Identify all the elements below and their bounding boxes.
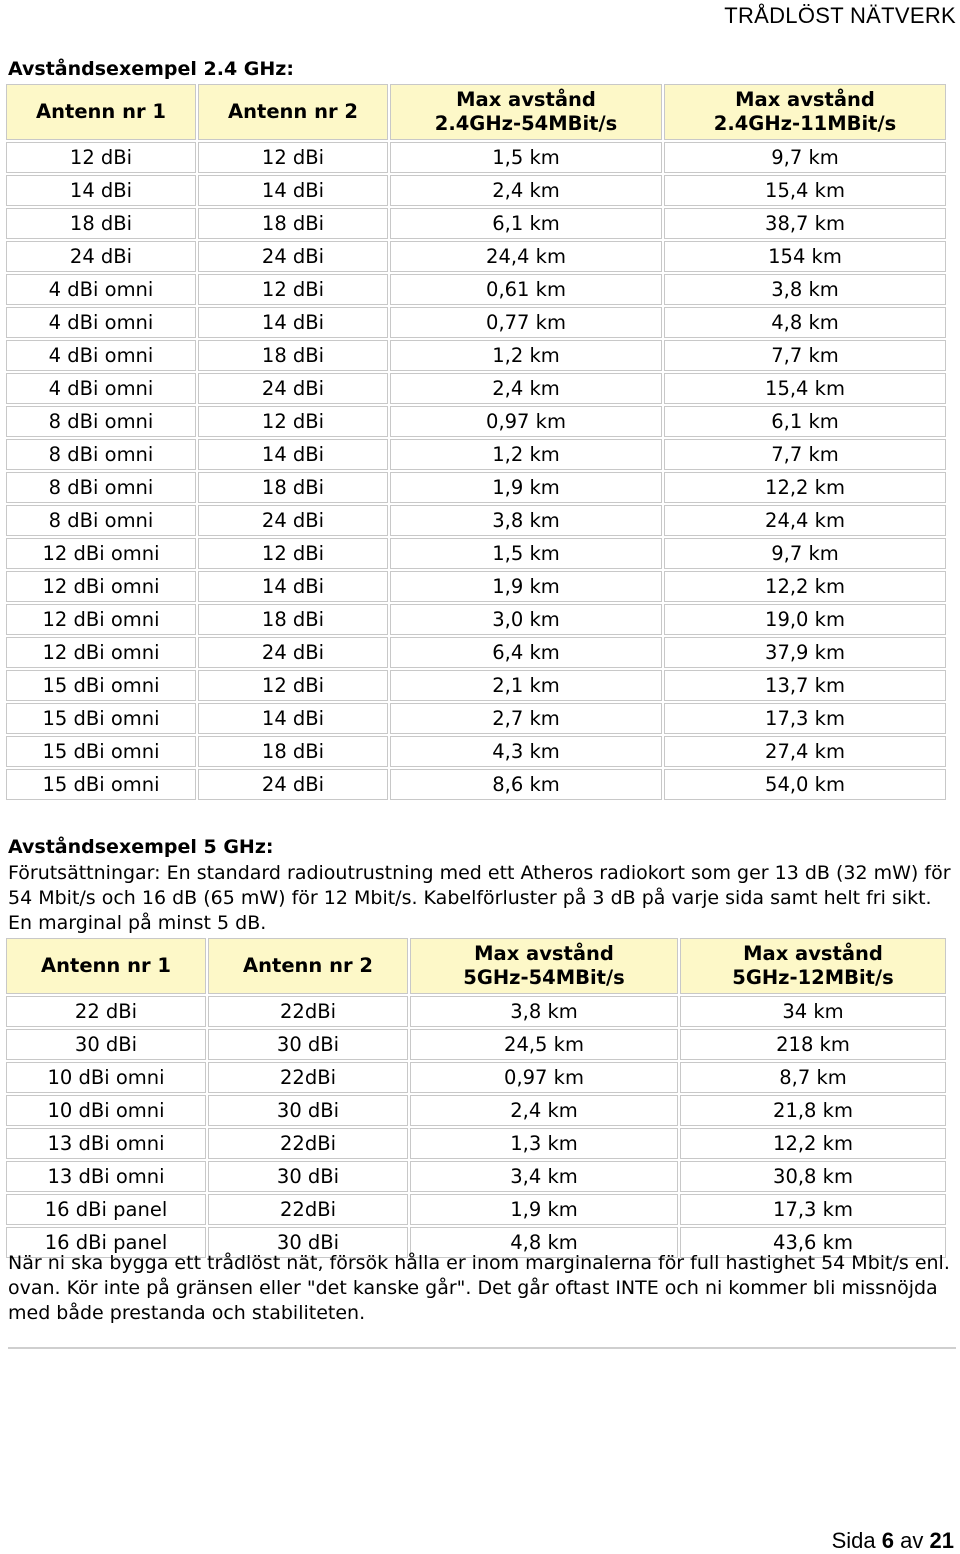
table-cell: 12 dBi [198, 670, 388, 701]
table-row [6, 439, 946, 470]
table-cell: 2,1 km [390, 670, 662, 701]
table-cell: 30,8 km [680, 1161, 946, 1192]
column-header-label: Antenn nr 1 [41, 954, 171, 977]
table-row [6, 175, 946, 206]
table-cell: 22 dBi [6, 996, 206, 1027]
table-cell: 12 dBi omni [6, 538, 196, 569]
table-cell: 4,3 km [390, 736, 662, 767]
table-cell: 18 dBi [6, 208, 196, 239]
table-row [6, 1128, 946, 1159]
table-row [6, 1194, 946, 1225]
table-cell: 22dBi [208, 1194, 408, 1225]
table-cell: 12 dBi omni [6, 571, 196, 602]
table-row [6, 406, 946, 437]
table-cell: 12,2 km [680, 1128, 946, 1159]
table-cell: 15,4 km [664, 373, 946, 404]
table-cell: 16 dBi panel [6, 1194, 206, 1225]
column-header-sublabel: 2.4GHz-54MBit/s [434, 112, 618, 135]
running-header: TRÅDLÖST NÄTVERK [724, 3, 956, 28]
table-row [6, 736, 946, 767]
table-cell: 19,0 km [664, 604, 946, 635]
table-row [6, 1095, 946, 1126]
table-cell: 18 dBi [198, 736, 388, 767]
column-header-label: Max avstånd [743, 942, 883, 965]
column-header-label: Antenn nr 2 [243, 954, 373, 977]
table-cell: 2,4 km [410, 1095, 678, 1126]
column-header-label: Max avstånd [735, 88, 875, 111]
table-row [6, 208, 946, 239]
table-row [6, 1161, 946, 1192]
table-cell: 1,2 km [390, 340, 662, 371]
table-cell: 12 dBi [198, 142, 388, 173]
table-row [6, 1062, 946, 1093]
page-number: 6 [881, 1528, 895, 1553]
table-cell: 22dBi [208, 1062, 408, 1093]
table-cell: 14 dBi [198, 439, 388, 470]
page-label: Sida [831, 1528, 876, 1553]
table-cell: 24,5 km [410, 1029, 678, 1060]
table-row [6, 472, 946, 503]
table-cell: 218 km [680, 1029, 946, 1060]
table-row [6, 373, 946, 404]
table-cell: 10 dBi omni [6, 1062, 206, 1093]
table-row [6, 670, 946, 701]
table-cell: 21,8 km [680, 1095, 946, 1126]
table-cell: 17,3 km [664, 703, 946, 734]
table-row [6, 637, 946, 668]
closing-paragraph: När ni ska bygga ett trådlöst nät, försök hålla er inom marginalerna för full hastighet 54 Mbit/s enl. ovan. Kör inte på gränsen eller "det kanske går". Det går oftast INTE och ni kommer bli missnöjda med både prestanda och stabiliteten. [8, 1252, 950, 1324]
column-header-label: Antenn nr 1 [36, 100, 166, 123]
table-cell: 30 dBi [208, 1227, 408, 1258]
table-cell: 24 dBi [198, 769, 388, 800]
table-row [6, 307, 946, 338]
table-cell: 15,4 km [664, 175, 946, 206]
table-cell: 24,4 km [664, 505, 946, 536]
table-cell: 7,7 km [664, 439, 946, 470]
table-cell: 2,4 km [390, 373, 662, 404]
table-cell: 3,8 km [664, 274, 946, 305]
table-cell: 30 dBi [208, 1161, 408, 1192]
column-header-label: Antenn nr 2 [228, 100, 358, 123]
table-cell: 0,77 km [390, 307, 662, 338]
table-row [6, 769, 946, 800]
table-cell: 38,7 km [664, 208, 946, 239]
table-cell: 15 dBi omni [6, 670, 196, 701]
table-cell: 14 dBi [6, 175, 196, 206]
table-cell: 12 dBi omni [6, 604, 196, 635]
table-cell: 4 dBi omni [6, 307, 196, 338]
table-cell: 13 dBi omni [6, 1128, 206, 1159]
column-header [410, 938, 678, 994]
table-cell: 24 dBi [198, 373, 388, 404]
table-cell: 1,9 km [390, 472, 662, 503]
table-cell: 24 dBi [6, 241, 196, 272]
table-cell: 18 dBi [198, 208, 388, 239]
section-title-2-4ghz: Avståndsexempel 2.4 GHz: [8, 58, 294, 80]
table-row [6, 538, 946, 569]
table-cell: 15 dBi omni [6, 736, 196, 767]
table-body [6, 142, 946, 800]
table-row [6, 340, 946, 371]
table-row [6, 604, 946, 635]
table-cell: 43,6 km [680, 1227, 946, 1258]
table-cell: 18 dBi [198, 472, 388, 503]
table-cell: 14 dBi [198, 571, 388, 602]
table-cell: 8 dBi omni [6, 406, 196, 437]
table-cell: 24 dBi [198, 505, 388, 536]
table-cell: 27,4 km [664, 736, 946, 767]
distance-table-2-4ghz [4, 82, 948, 802]
table-cell: 12,2 km [664, 571, 946, 602]
table-cell: 14 dBi [198, 703, 388, 734]
table-cell: 37,9 km [664, 637, 946, 668]
page-total: 21 [929, 1528, 954, 1553]
table-cell: 17,3 km [680, 1194, 946, 1225]
table-row [6, 241, 946, 272]
table-header-row [6, 84, 946, 140]
table-cell: 13 dBi omni [6, 1161, 206, 1192]
table-cell: 0,61 km [390, 274, 662, 305]
table-cell: 30 dBi [6, 1029, 206, 1060]
table-cell: 4,8 km [410, 1227, 678, 1258]
table-cell: 1,5 km [390, 538, 662, 569]
table-row [6, 274, 946, 305]
intro-paragraph: Förutsättningar: En standard radioutrustning med ett Atheros radiokort som ger 13 dB (32 mW) för 54 Mbit/s och 16 dB (65 mW) för 12 Mbit/s. Kabelförluster på 3 dB på varje sida samt helt fri sikt. En marginal på minst 5 dB. [8, 862, 951, 934]
column-header-sublabel: 5GHz-12MBit/s [732, 966, 894, 989]
table-cell: 6,4 km [390, 637, 662, 668]
column-header [664, 84, 946, 140]
table-cell: 8 dBi omni [6, 439, 196, 470]
table-cell: 0,97 km [410, 1062, 678, 1093]
table-cell: 8,6 km [390, 769, 662, 800]
table-cell: 30 dBi [208, 1029, 408, 1060]
table-cell: 24 dBi [198, 637, 388, 668]
table-cell: 13,7 km [664, 670, 946, 701]
table-cell: 18 dBi [198, 604, 388, 635]
column-header-sublabel: 2.4GHz-11MBit/s [713, 112, 897, 135]
table-row [6, 571, 946, 602]
table-cell: 12 dBi [6, 142, 196, 173]
table-cell: 1,2 km [390, 439, 662, 470]
column-header-label: Max avstånd [474, 942, 614, 965]
table-cell: 4 dBi omni [6, 340, 196, 371]
column-header [198, 84, 388, 140]
table-cell: 16 dBi panel [6, 1227, 206, 1258]
table-cell: 12 dBi [198, 538, 388, 569]
table-cell: 4,8 km [664, 307, 946, 338]
table-cell: 8,7 km [680, 1062, 946, 1093]
table-row [6, 505, 946, 536]
table-cell: 8 dBi omni [6, 472, 196, 503]
table-row [6, 142, 946, 173]
table-cell: 6,1 km [664, 406, 946, 437]
table-body [6, 996, 946, 1258]
footer-divider [8, 1347, 956, 1349]
table-cell: 6,1 km [390, 208, 662, 239]
table-cell: 24 dBi [198, 241, 388, 272]
table-row [6, 1029, 946, 1060]
table-cell: 12 dBi omni [6, 637, 196, 668]
table-cell: 3,0 km [390, 604, 662, 635]
table-header-row [6, 938, 946, 994]
table-cell: 15 dBi omni [6, 769, 196, 800]
table-row [6, 996, 946, 1027]
table-cell: 12 dBi [198, 274, 388, 305]
table-cell: 30 dBi [208, 1095, 408, 1126]
column-header-sublabel: 5GHz-54MBit/s [463, 966, 625, 989]
table-cell: 8 dBi omni [6, 505, 196, 536]
column-header [6, 938, 206, 994]
table-cell: 1,3 km [410, 1128, 678, 1159]
table-cell: 54,0 km [664, 769, 946, 800]
table-cell: 1,9 km [410, 1194, 678, 1225]
table-cell: 3,8 km [390, 505, 662, 536]
table-cell: 18 dBi [198, 340, 388, 371]
column-header [390, 84, 662, 140]
table-cell: 34 km [680, 996, 946, 1027]
table-row [6, 703, 946, 734]
table-cell: 22dBi [208, 996, 408, 1027]
section-title-5ghz: Avståndsexempel 5 GHz: [8, 836, 274, 858]
table-cell: 3,4 km [410, 1161, 678, 1192]
table-cell: 4 dBi omni [6, 274, 196, 305]
page-footer [832, 1528, 954, 1554]
column-header [6, 84, 196, 140]
column-header [208, 938, 408, 994]
table-cell: 14 dBi [198, 307, 388, 338]
table-cell: 10 dBi omni [6, 1095, 206, 1126]
table-cell: 3,8 km [410, 996, 678, 1027]
table-cell: 1,9 km [390, 571, 662, 602]
table-cell: 0,97 km [390, 406, 662, 437]
page-of-label: av [900, 1528, 924, 1553]
distance-table-5ghz [4, 936, 948, 1260]
table-cell: 22dBi [208, 1128, 408, 1159]
table-cell: 1,5 km [390, 142, 662, 173]
table-cell: 7,7 km [664, 340, 946, 371]
column-header-label: Max avstånd [456, 88, 596, 111]
table-cell: 12 dBi [198, 406, 388, 437]
table-cell: 12,2 km [664, 472, 946, 503]
table-cell: 24,4 km [390, 241, 662, 272]
column-header [680, 938, 946, 994]
table-cell: 9,7 km [664, 538, 946, 569]
table-cell: 14 dBi [198, 175, 388, 206]
table-cell: 2,4 km [390, 175, 662, 206]
table-cell: 4 dBi omni [6, 373, 196, 404]
table-cell: 2,7 km [390, 703, 662, 734]
table-cell: 154 km [664, 241, 946, 272]
table-cell: 15 dBi omni [6, 703, 196, 734]
table-cell: 9,7 km [664, 142, 946, 173]
